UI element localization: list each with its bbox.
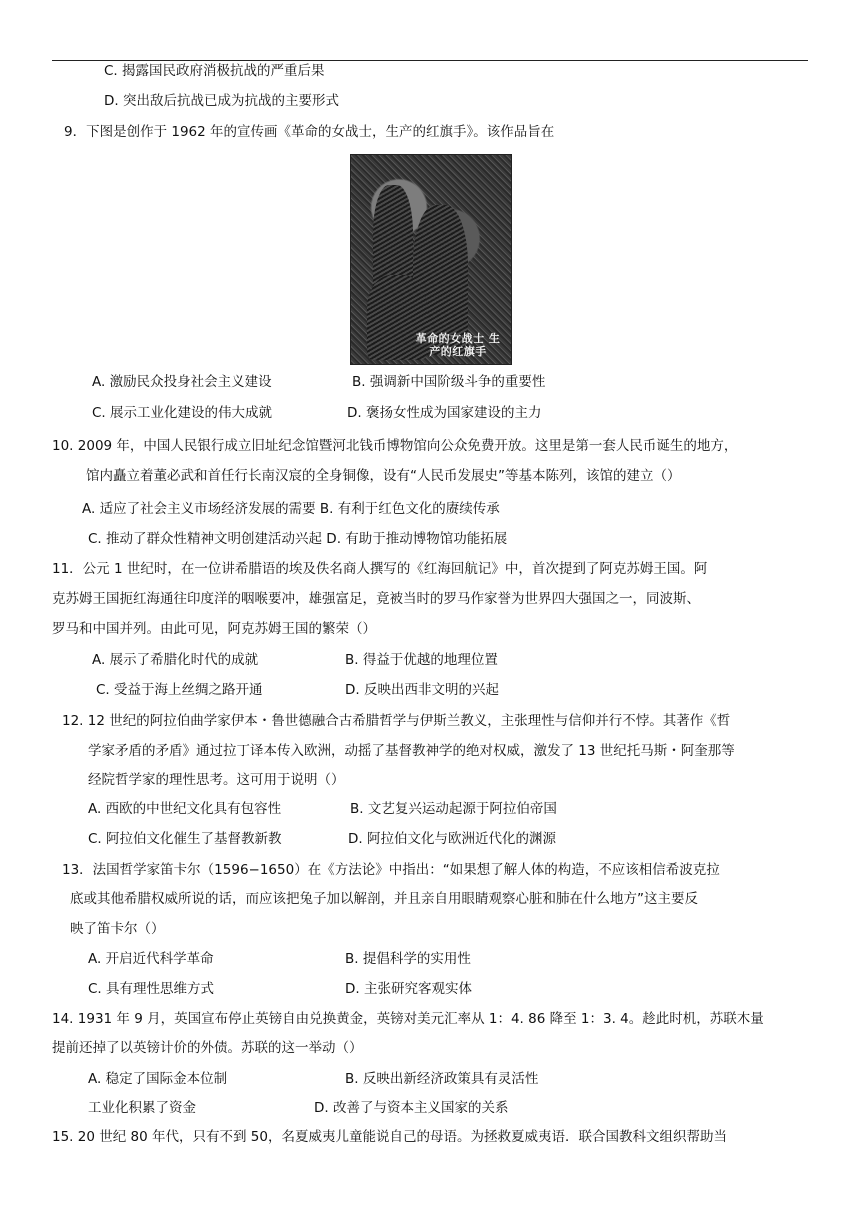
q9-option-d: D. 褒扬女性成为国家建设的主力 <box>347 405 542 421</box>
q15-stem-line1: 15. 20 世纪 80 年代，只有不到 50，名夏威夷儿童能说自己的母语。为拯救夏威夷语．联合国教科文组织帮助当 <box>52 1129 727 1145</box>
q12-stem-line3: 经院哲学家的理性思考。这可用于说明（） <box>88 772 345 788</box>
q11-option-c: C. 受益于海上丝绸之路开通 <box>96 682 263 698</box>
q13-stem-line3: 映了笛卡尔（） <box>70 921 165 937</box>
q12-option-c: C. 阿拉伯文化催生了基督教新教 <box>88 831 282 847</box>
poster-caption: 革命的女战士 生产的红旗手 <box>415 332 501 358</box>
q14-stem-line2: 提前还掉了以英镑计价的外债。苏联的这一举动（） <box>52 1040 363 1056</box>
q8-option-c: C. 揭露国民政府消极抗战的严重后果 <box>104 63 325 79</box>
q13-option-b: B. 提倡科学的实用性 <box>345 951 471 967</box>
q13-stem-line1: 13．法国哲学家笛卡尔（1596−1650）在《方法论》中指出：“如果想了解人体的构造，不应该相信希波克拉 <box>62 862 720 878</box>
q11-option-b: B. 得益于优越的地理位置 <box>345 652 498 668</box>
q13-option-d: D. 主张研究客观实体 <box>345 981 472 997</box>
q12-option-a: A. 西欧的中世纪文化具有包容性 <box>88 801 282 817</box>
q9-stem: 9．下图是创作于 1962 年的宣传画《革命的女战士，生产的红旗手》。该作品旨在 <box>64 124 555 140</box>
q14-option-d: D. 改善了与资本主义国家的关系 <box>314 1100 509 1116</box>
q11-stem-line2: 克苏姆王国扼红海通往印度洋的咽喉要冲，雄强富足，竟被当时的罗马作家誉为世界四大强国之一，同波斯、 <box>52 591 700 607</box>
q12-option-d: D. 阿拉伯文化与欧洲近代化的渊源 <box>348 831 556 847</box>
q9-option-b: B. 强调新中国阶级斗争的重要性 <box>352 374 546 390</box>
header-rule <box>52 60 808 61</box>
q14-option-a: A. 稳定了国际金本位制 <box>88 1071 228 1087</box>
q10-stem-line1: 10. 2009 年，中国人民银行成立旧址纪念馆暨河北钱币博物馆向公众免费开放。这里是第一套人民币诞生的地方， <box>52 438 738 454</box>
q13-option-c: C. 具有理性思维方式 <box>88 981 215 997</box>
q10-options-cd: C. 推动了群众性精神文明创建活动兴起 D. 有助于推动博物馆功能拓展 <box>88 531 508 547</box>
q13-option-a: A. 开启近代科学革命 <box>88 951 214 967</box>
q11-option-d: D. 反映出西非文明的兴起 <box>345 682 499 698</box>
q12-stem-line2: 学家矛盾的矛盾》通过拉丁译本传入欧洲，动摇了基督教神学的绝对权威，激发了 13 世纪托马斯・阿奎那等 <box>88 743 735 759</box>
q11-option-a: A. 展示了希腊化时代的成就 <box>92 652 259 668</box>
q8-option-d: D. 突出敌后抗战已成为抗战的主要形式 <box>104 93 339 109</box>
q11-stem-line3: 罗马和中国并列。由此可见，阿克苏姆王国的繁荣（） <box>52 621 376 637</box>
q11-stem-line1: 11．公元 1 世纪时，在一位讲希腊语的埃及佚名商人撰写的《红海回航记》中，首次提到了阿克苏姆王国。阿 <box>52 561 708 577</box>
q13-stem-line2: 底或其他希腊权威所说的话，而应该把兔子加以解剖，并且亲自用眼睛观察心脏和肺在什么地方”这主要反 <box>70 891 698 907</box>
q12-option-b: B. 文艺复兴运动起源于阿拉伯帝国 <box>350 801 557 817</box>
propaganda-poster-image <box>350 154 512 365</box>
q14-option-c: 工业化积累了资金 <box>88 1100 196 1116</box>
q9-option-c: C. 展示工业化建设的伟大成就 <box>92 405 273 421</box>
q14-stem-line1: 14. 1931 年 9 月，英国宣布停止英镑自由兑换黄金，英镑对美元汇率从 1：4. 86 降至 1：3. 4。趁此时机，苏联木量 <box>52 1011 764 1027</box>
q10-stem-line2: 馆内矗立着董必武和首任行长南汉宸的全身铜像，设有“人民币发展史”等基本陈列，该馆的建立（） <box>86 468 681 484</box>
q14-option-b: B. 反映出新经济政策具有灵活性 <box>345 1071 539 1087</box>
q12-stem-line1: 12. 12 世纪的阿拉伯曲学家伊本・鲁世德融合古希腊哲学与伊斯兰教义，主张理性与信仰并行不悖。其著作《哲 <box>62 713 731 729</box>
q10-options-ab: A. 适应了社会主义市场经济发展的需要 B. 有利于红色文化的赓续传承 <box>82 501 500 517</box>
q9-option-a: A. 激励民众投身社会主义建设 <box>92 374 272 390</box>
